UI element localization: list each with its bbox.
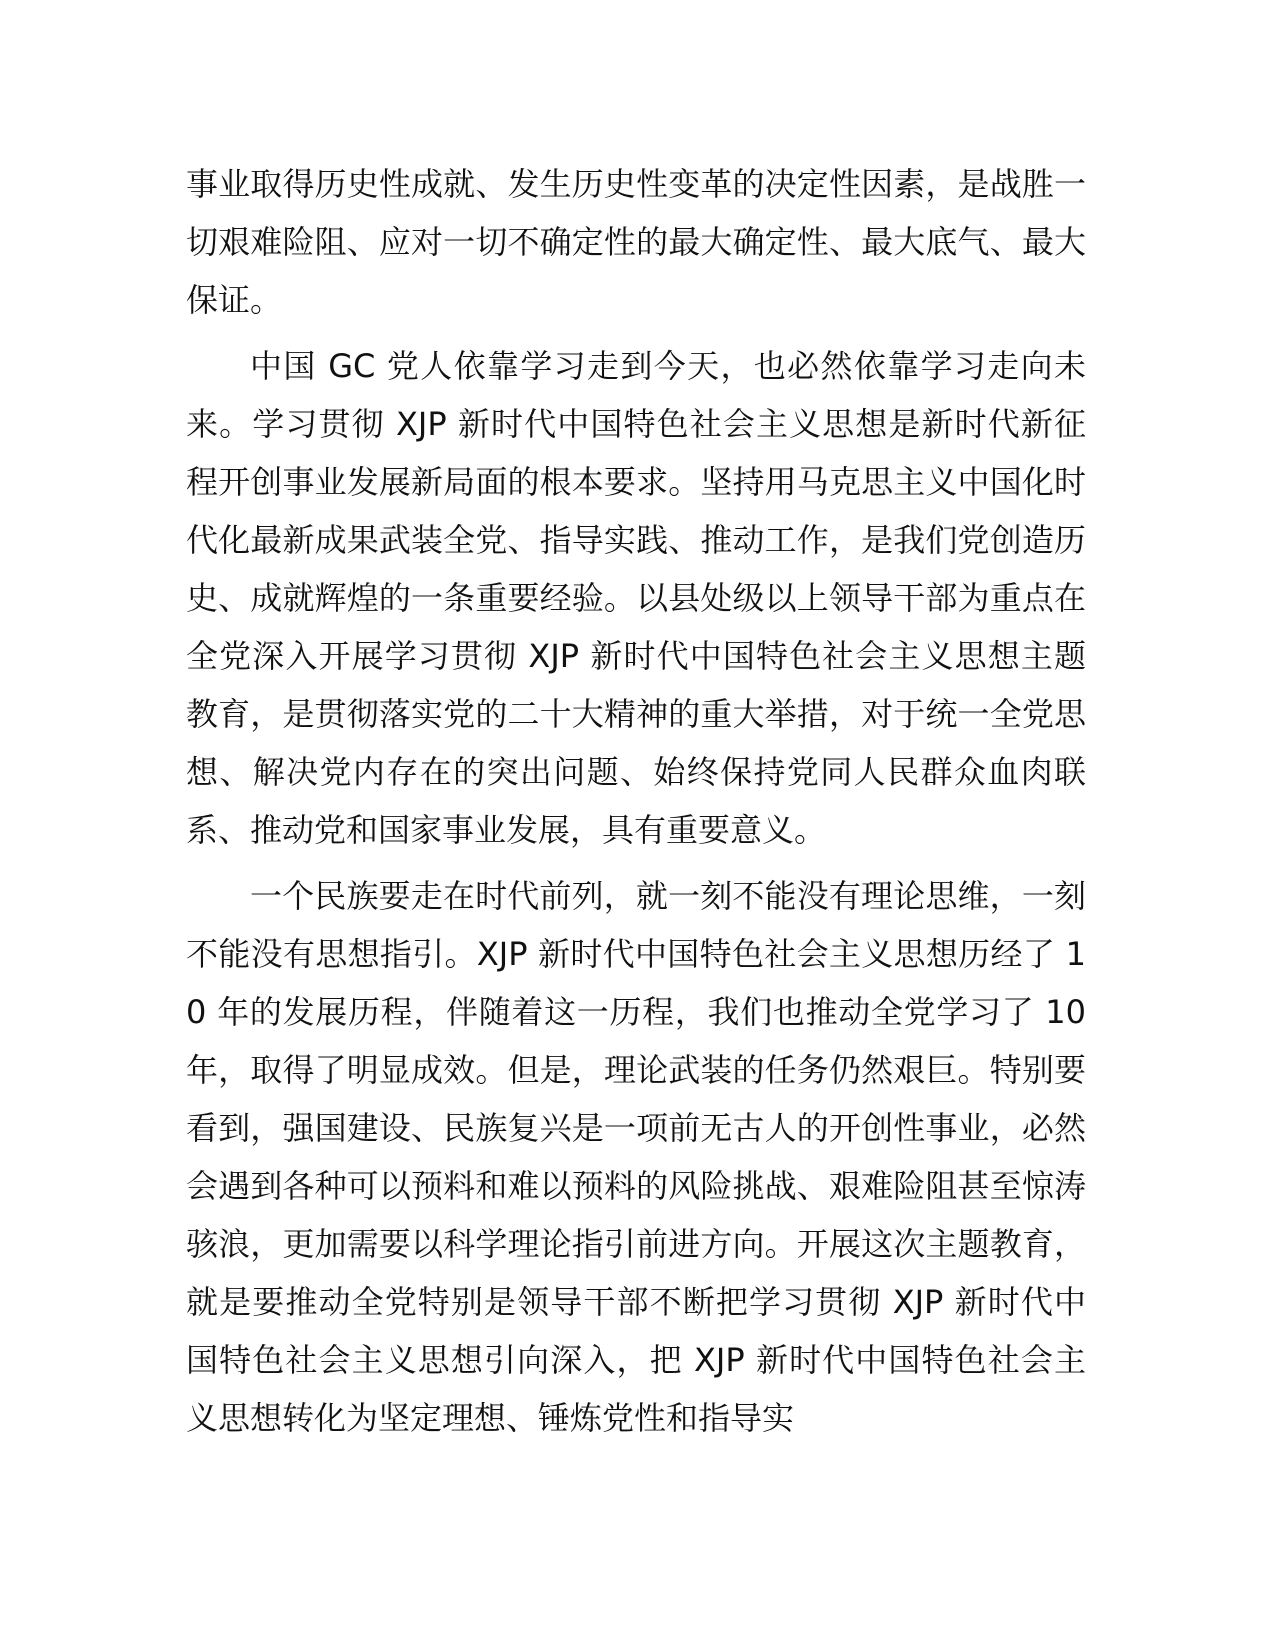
paragraph-2: 中国 GC 党人依靠学习走到今天，也必然依靠学习走向未来。学习贯彻 XJP 新时代中国特色社会主义思想是新时代新征程开创事业发展新局面的根本要求。坚持用马克思主义中国化时代化最新成果武装全党、指导实践、推动工作，是我们党创造历史、成就辉煌的一条重要经验。以县处级以上领导干部为重点在全党深入开展学习贯彻 XJP 新时代中国特色社会主义思想主题教育，是贯彻落实党的二十大精神的重大举措，对于统一全党思想、解决党内存在的突出问题、始终保持党同人民群众血肉联系、推动党和国家事业发展，具有重要意义。 [186,347,1086,849]
document-body [186,155,1086,1447]
paragraph-1: 事业取得历史性成就、发生历史性变革的决定性因素，是战胜一切艰难险阻、应对一切不确定性的最大确定性、最大底气、最大保证。 [186,165,1086,319]
paragraph-3: 一个民族要走在时代前列，就一刻不能没有理论思维，一刻不能没有思想指引。XJP 新时代中国特色社会主义思想历经了 10 年的发展历程，伴随着这一历程，我们也推动全党学习了 10 年，取得了明显成效。但是，理论武装的任务仍然艰巨。特别要看到，强国建设、民族复兴是一项前无古人的开创性事业，必然会遇到各种可以预料和难以预料的风险挑战、艰难险阻甚至惊涛骇浪，更加需要以科学理论指引前进方向。开展这次主题教育，就是要推动全党特别是领导干部不断把学习贯彻 XJP 新时代中国特色社会主义思想引向深入，把 XJP 新时代中国特色社会主义思想转化为坚定理想、锤炼党性和指导实 [186,877,1086,1437]
